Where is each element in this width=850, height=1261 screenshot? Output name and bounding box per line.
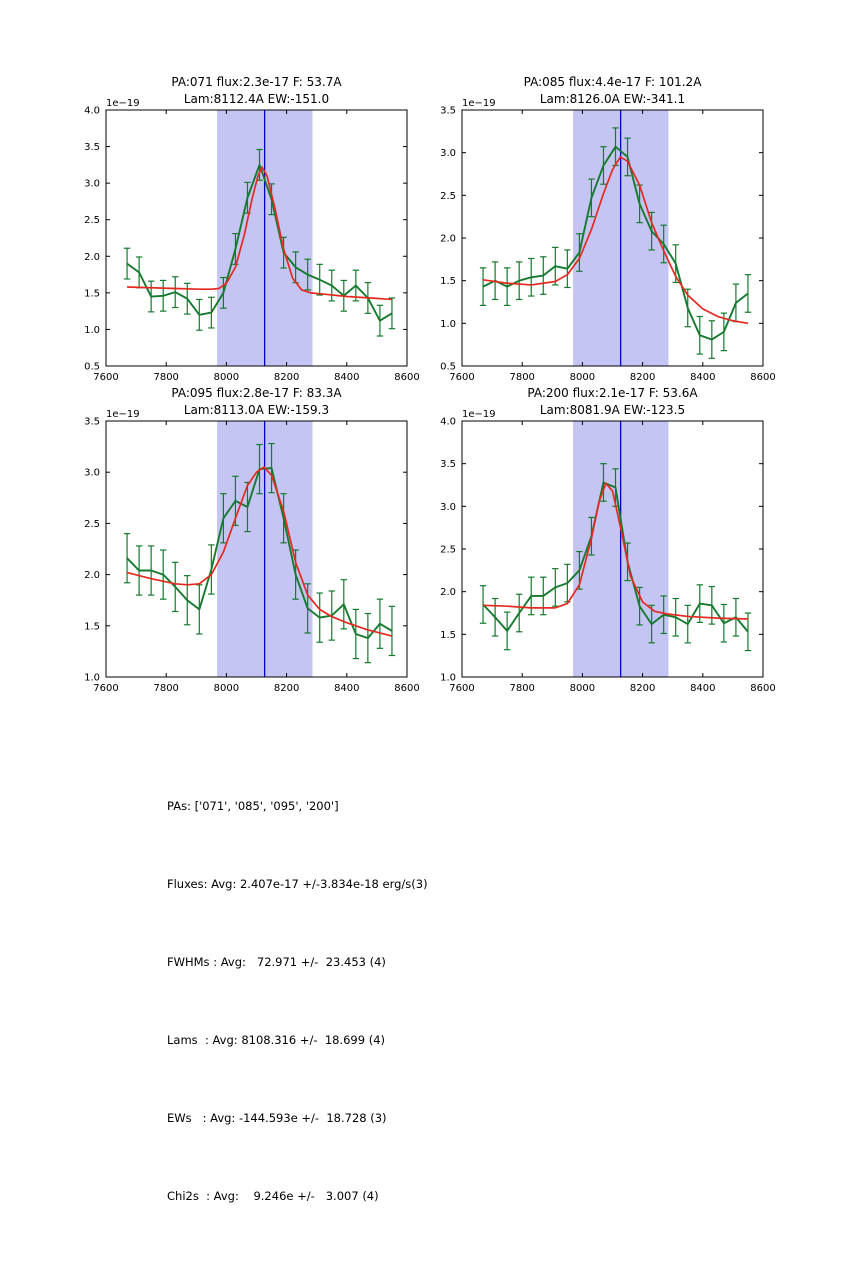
x-tick-label: 8400 [690, 683, 716, 694]
x-tick-label: 8200 [273, 683, 300, 694]
x-tick-label: 8000 [213, 683, 240, 694]
x-tick-label: 8600 [750, 372, 776, 383]
subplot-title-line-2: Lam:8126.0A EW:-341.1 [539, 92, 686, 106]
y-tick-label: 3.5 [440, 459, 456, 471]
x-tick-label: 8600 [394, 683, 420, 694]
y-tick-label: 1.0 [440, 672, 456, 684]
x-tick-label: 8000 [213, 372, 240, 383]
x-tick-label: 7800 [509, 372, 535, 383]
y-tick-label: 2.5 [84, 215, 100, 227]
y-axis-offset-label: 1e−19 [462, 409, 496, 420]
y-tick-label: 2.0 [84, 251, 100, 263]
x-tick-label: 7800 [509, 683, 535, 694]
x-tick-label: 8200 [629, 372, 656, 383]
x-tick-label: 7600 [93, 683, 119, 694]
subplot-title-line-2: Lam:8112.4A EW:-151.0 [183, 92, 330, 106]
subplot-pa-071 [84, 75, 420, 383]
y-tick-label: 3.5 [84, 416, 100, 428]
y-tick-label: 1.5 [440, 629, 456, 641]
x-tick-label: 8600 [394, 372, 420, 383]
y-tick-label: 1.0 [84, 672, 100, 684]
subplot-pa-200 [440, 386, 776, 694]
y-tick-label: 3.0 [440, 148, 456, 160]
x-tick-label: 7800 [153, 372, 179, 383]
x-tick-label: 8000 [569, 683, 596, 694]
x-tick-label: 8600 [750, 683, 776, 694]
summary-line-pas: PAs: ['071', '085', '095', '200'] [167, 799, 339, 813]
subplot-pa-085 [440, 75, 776, 383]
y-tick-label: 2.0 [84, 570, 100, 582]
y-tick-label: 4.0 [84, 105, 100, 117]
x-tick-label: 7600 [449, 372, 475, 383]
y-tick-label: 2.0 [440, 233, 456, 245]
y-axis-offset-label: 1e−19 [462, 98, 496, 109]
summary-line-fluxes: Fluxes: Avg: 2.407e-17 +/-3.834e-18 erg/s(3) [167, 877, 428, 891]
y-tick-label: 4.0 [440, 416, 456, 428]
y-tick-label: 0.5 [84, 361, 100, 373]
subplot-title-line-1: PA:095 flux:2.8e-17 F: 83.3A [171, 386, 342, 400]
summary-line-ews: EWs : Avg: -144.593e +/- 18.728 (3) [167, 1111, 387, 1125]
y-tick-label: 2.5 [440, 190, 456, 202]
subplot-title-line-1: PA:200 flux:2.1e-17 F: 53.6A [527, 386, 698, 400]
y-tick-label: 3.0 [84, 178, 100, 190]
y-tick-label: 2.5 [440, 544, 456, 556]
subplot-title-line-2: Lam:8113.0A EW:-159.3 [183, 403, 330, 417]
x-tick-label: 8400 [690, 372, 716, 383]
subplot-title-line-1: PA:071 flux:2.3e-17 F: 53.7A [171, 75, 342, 89]
x-tick-label: 8400 [334, 372, 360, 383]
y-tick-label: 3.5 [440, 105, 456, 117]
fit-statistics-summary [167, 741, 428, 1261]
subplot-title-line-2: Lam:8081.9A EW:-123.5 [539, 403, 686, 417]
subplot-title-line-1: PA:085 flux:4.4e-17 F: 101.2A [523, 75, 702, 89]
y-tick-label: 1.5 [440, 276, 456, 288]
x-tick-label: 7600 [449, 683, 475, 694]
y-tick-label: 2.0 [440, 587, 456, 599]
x-tick-label: 8200 [273, 372, 300, 383]
y-tick-label: 3.0 [440, 501, 456, 513]
y-tick-label: 1.5 [84, 621, 100, 633]
y-tick-label: 1.0 [440, 318, 456, 330]
y-tick-label: 3.5 [84, 142, 100, 154]
summary-line-lams: Lams : Avg: 8108.316 +/- 18.699 (4) [167, 1033, 386, 1047]
x-tick-label: 8200 [629, 683, 656, 694]
y-tick-label: 0.5 [440, 361, 456, 373]
x-tick-label: 8400 [334, 683, 360, 694]
x-tick-label: 7800 [153, 683, 179, 694]
x-tick-label: 8000 [569, 372, 596, 383]
summary-line-chi2s: Chi2s : Avg: 9.246e +/- 3.007 (4) [167, 1189, 379, 1203]
subplot-pa-095 [84, 386, 420, 694]
y-tick-label: 3.0 [84, 467, 100, 479]
y-tick-label: 2.5 [84, 518, 100, 530]
y-tick-label: 1.5 [84, 288, 100, 300]
y-axis-offset-label: 1e−19 [106, 409, 140, 420]
y-tick-label: 1.0 [84, 324, 100, 336]
summary-line-fwhms: FWHMs : Avg: 72.971 +/- 23.453 (4) [167, 955, 386, 969]
x-tick-label: 7600 [93, 372, 119, 383]
y-axis-offset-label: 1e−19 [106, 98, 140, 109]
